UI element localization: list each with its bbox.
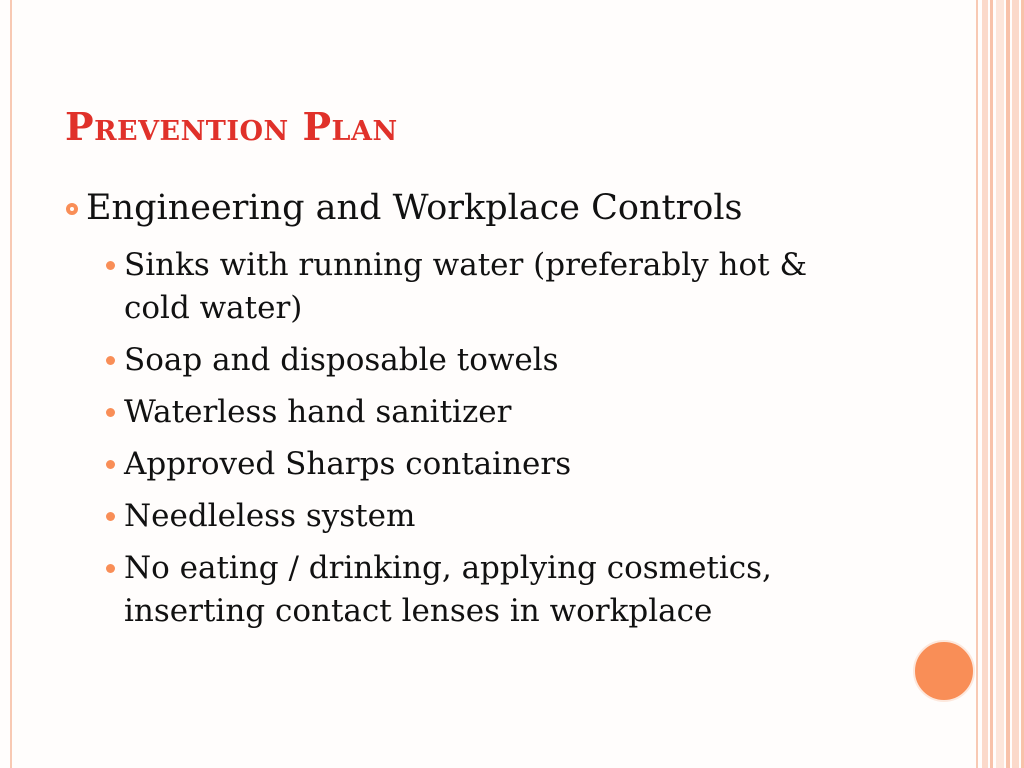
dot-bullet-icon xyxy=(106,408,115,417)
stripe xyxy=(996,0,1004,768)
dot-bullet-icon xyxy=(106,564,115,573)
stripe xyxy=(982,0,988,768)
sub-bullet-item xyxy=(106,443,846,486)
stripe xyxy=(1012,0,1019,768)
ring-bullet-icon xyxy=(66,203,78,215)
dot-bullet-icon xyxy=(106,261,115,270)
slide-title: Prevention Plan xyxy=(65,104,398,149)
sub-bullet-item xyxy=(106,391,846,434)
stripe xyxy=(990,0,993,768)
sub-bullet-list xyxy=(106,244,846,642)
sub-bullet-item xyxy=(106,244,846,330)
dot-bullet-icon xyxy=(106,460,115,469)
sub-bullet-item xyxy=(106,339,846,382)
sub-bullet-text: Waterless hand sanitizer xyxy=(124,394,512,430)
main-bullet-text: Engineering and Workplace Controls xyxy=(86,188,743,228)
dot-bullet-icon xyxy=(106,356,115,365)
orange-circle-icon xyxy=(913,640,975,702)
sub-bullet-item xyxy=(106,495,846,538)
sub-bullet-text: No eating / drinking, applying cosmetics, inserting contact lenses in workplace xyxy=(124,550,772,629)
sub-bullet-text: Approved Sharps containers xyxy=(124,446,572,482)
sub-bullet-item xyxy=(106,547,846,633)
dot-bullet-icon xyxy=(106,512,115,521)
sub-bullet-text: Sinks with running water (preferably hot & cold water) xyxy=(124,247,808,326)
stripe xyxy=(1006,0,1010,768)
sub-bullet-text: Soap and disposable towels xyxy=(124,342,559,378)
main-bullet xyxy=(66,186,906,230)
right-edge-stripes xyxy=(978,0,1024,768)
sub-bullet-text: Needleless system xyxy=(124,498,416,534)
